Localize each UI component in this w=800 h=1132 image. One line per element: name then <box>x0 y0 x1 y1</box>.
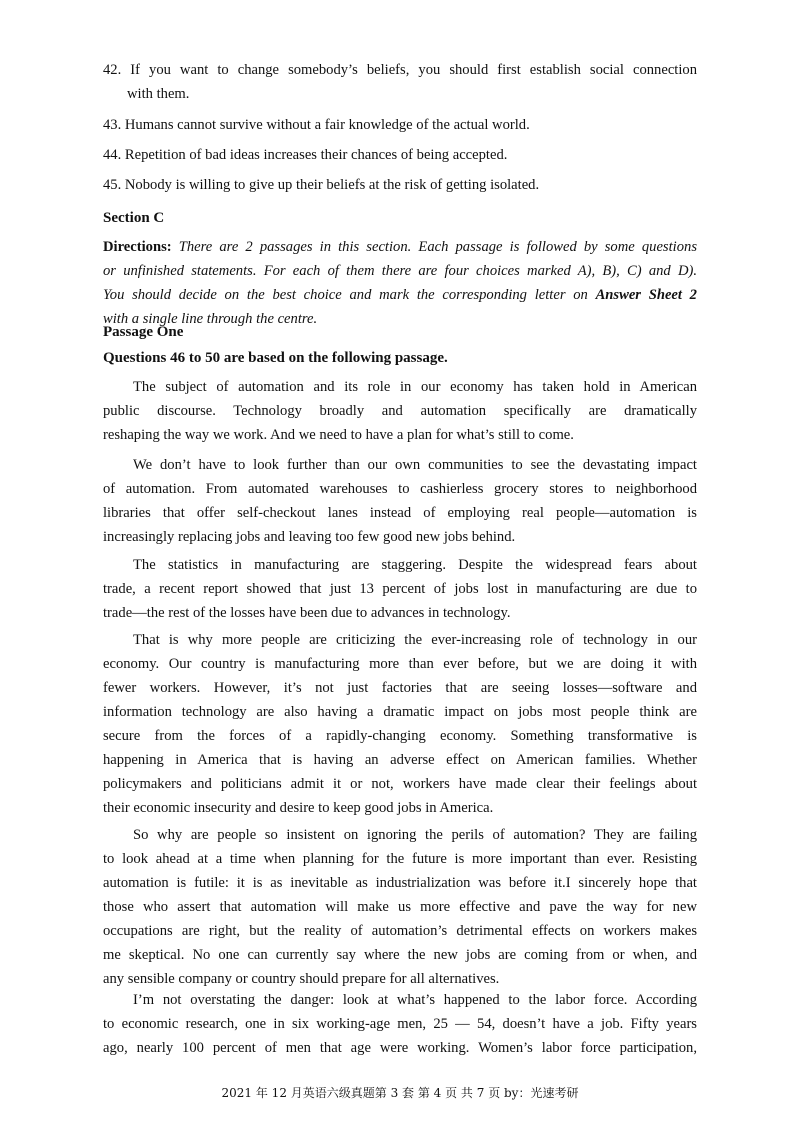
passage-title: Passage One <box>103 324 184 340</box>
passage-paragraph <box>103 628 697 820</box>
paragraph-line: any sensible company or country should prepare for all alternatives. <box>103 971 500 987</box>
answer-sheet-ref: Answer Sheet 2 <box>595 287 697 303</box>
paragraph-line: me skeptical. No one can currently say where the new jobs are coming from or when, and <box>103 947 697 963</box>
passage-paragraph <box>103 453 697 549</box>
questions-heading: Questions 46 to 50 are based on the following passage. <box>103 350 448 366</box>
directions <box>103 235 697 331</box>
paragraph-line: I’m not overstating the danger: look at what’s happened to the labor force. According <box>133 992 697 1008</box>
statement-line: 44. Repetition of bad ideas increases their chances of being accepted. <box>103 147 508 163</box>
paragraph-line: ago, nearly 100 percent of men that age were working. Women’s labor force participation, <box>103 1040 697 1056</box>
statement-line: 43. Humans cannot survive without a fair knowledge of the actual world. <box>103 117 530 133</box>
paragraph-line: public discourse. Technology broadly and automation specifically are dramatically <box>103 403 697 419</box>
paragraph-line: libraries that offer self-checkout lanes instead of employing real people—automation is <box>103 505 697 521</box>
passage-paragraph <box>103 988 697 1060</box>
paragraph-line: So why are people so insistent on ignoring the perils of automation? They are failing <box>133 827 697 843</box>
paragraph-line: We don’t have to look further than our own communities to see the devastating impact <box>133 457 697 473</box>
paragraph-line: those who assert that automation will make us more effective and pave the way for new <box>103 899 697 915</box>
page-footer: 2021 年 12 月英语六级真题第 3 套 第 4 页 共 7 页 by：光速考研 <box>221 1086 579 1100</box>
paragraph-line: The statistics in manufacturing are staggering. Despite the widespread fears about <box>133 557 697 573</box>
statement-line: 42. If you want to change somebody’s beliefs, you should first establish social connection <box>103 62 697 78</box>
paragraph-line: trade, a recent report showed that just 13 percent of jobs lost in manufacturing are due to <box>103 581 697 597</box>
paragraph-line: increasingly replacing jobs and leaving too few good new jobs behind. <box>103 529 516 545</box>
paragraph-line: happening in America that is having an adverse effect on American families. Whether <box>103 752 697 768</box>
paragraph-line: information technology are also having a dramatic impact on jobs most people think are <box>103 704 697 720</box>
directions-text: There are 2 passages in this section. Each passage is followed by some questions <box>178 239 697 255</box>
paragraph-line: automation is futile: it is as inevitable as industrialization was before it.I sincerely hope that <box>103 875 697 891</box>
paragraph-line: their economic insecurity and desire to keep good jobs in America. <box>103 800 494 816</box>
passage-paragraph <box>103 823 697 991</box>
statement-item <box>103 113 697 137</box>
passage-paragraph <box>103 553 697 625</box>
paragraph-line: reshaping the way we work. And we need to have a plan for what’s still to come. <box>103 427 574 443</box>
statement-item <box>103 143 697 167</box>
directions-text: You should decide on the best choice and mark the corresponding letter on <box>103 287 588 303</box>
paragraph-line: economy. Our country is manufacturing more than ever before, but we are doing it with <box>103 656 697 672</box>
directions-text: with a single line through the centre. <box>103 311 318 327</box>
paragraph-line: to economic research, one in six working-age men, 25 — 54, doesn’t have a job. Fifty years <box>103 1016 697 1032</box>
paragraph-line: of automation. From automated warehouses to cashierless grocery stores to neighborhood <box>103 481 697 497</box>
directions-text: or unfinished statements. For each of them there are four choices marked A), B), C) and D). <box>103 263 697 279</box>
section-title: Section C <box>103 210 165 226</box>
statement-line: with them. <box>127 86 190 102</box>
paragraph-line: That is why more people are criticizing the ever-increasing role of technology in our <box>133 632 697 648</box>
paragraph-line: occupations are right, but the reality of automation’s detrimental effects on workers makes <box>103 923 697 939</box>
paragraph-line: The subject of automation and its role in our economy has taken hold in American <box>133 379 697 395</box>
directions-label: Directions: <box>103 239 172 255</box>
statement-line: 45. Nobody is willing to give up their beliefs at the risk of getting isolated. <box>103 177 540 193</box>
statement-item <box>103 173 697 197</box>
paragraph-line: fewer workers. However, it’s not just factories that are seeing losses—software and <box>103 680 697 696</box>
paragraph-line: secure from the forces of a rapidly-changing economy. Something transformative is <box>103 728 697 744</box>
paragraph-line: policymakers and politicians admit it or not, workers have made clear their feelings about <box>103 776 697 792</box>
paragraph-line: to look ahead at a time when planning for the future is more important than ever. Resisting <box>103 851 697 867</box>
statement-item <box>103 58 697 106</box>
paragraph-line: trade—the rest of the losses have been due to advances in technology. <box>103 605 511 621</box>
passage-paragraph <box>103 375 697 447</box>
